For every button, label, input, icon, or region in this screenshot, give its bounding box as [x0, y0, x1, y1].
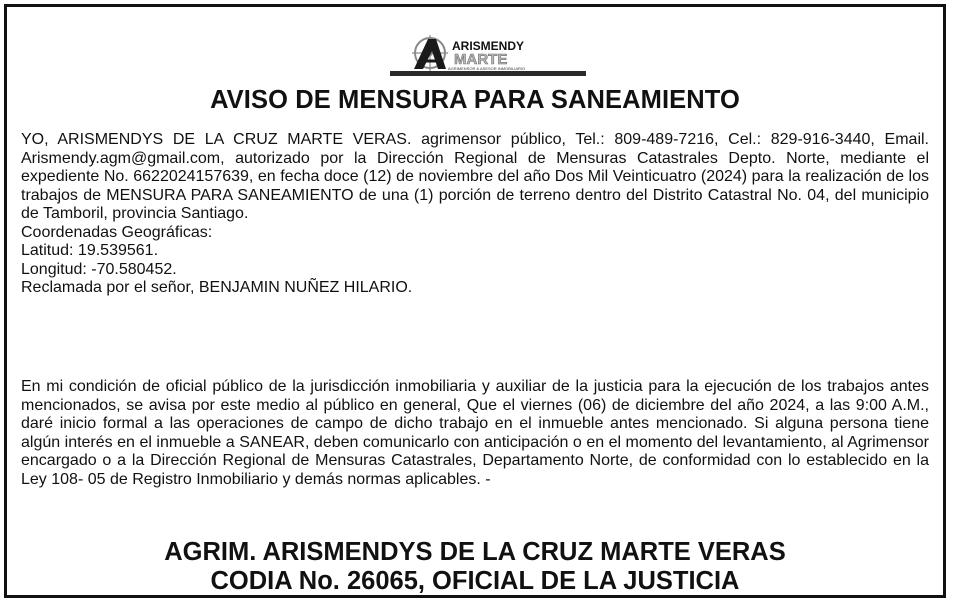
- signature-title: CODIA No. 26065, OFICIAL DE LA JUSTICIA: [210, 567, 740, 595]
- logo-brand-line1: ARISMENDY: [452, 39, 525, 53]
- signature-block: [7, 538, 943, 596]
- notice-body: [21, 131, 929, 298]
- coordinates-label: Coordenadas Geográficas:: [21, 223, 213, 241]
- claimant-line: Reclamada por el señor, BENJAMIN NUÑEZ HILARIO.: [21, 279, 413, 296]
- arismendy-marte-logo: [390, 31, 586, 79]
- notice-paragraph-1: YO, ARISMENDYS DE LA CRUZ MARTE VERAS. agrimensor público, Tel.: 809-489-7216, Cel.: 829-916-3440, Email. Arismendy.agm@gmail.com, autorizado por la Dirección Regional de Mensuras Catastrales Depto. Norte, mediante el expediente No. 6622024157639, en fecha doce (12) de noviembre del año Dos Mil Veinticuatro (2024) para la realización de los trabajos de MENSURA PARA SANEAMIENTO de una (1) porción de terreno dentro del Distrito Catastral No. 04, del municipio de Tamboril, provincia Santiago.: [21, 131, 929, 222]
- signature-name: AGRIM. ARISMENDYS DE LA CRUZ MARTE VERAS: [164, 538, 786, 566]
- longitude-value: Longitud: -70.580452.: [21, 260, 177, 278]
- notice-frame: [4, 4, 946, 598]
- notice-title: AVISO DE MENSURA PARA SANEAMIENTO: [210, 86, 740, 114]
- logo-tagline: AGRIMENSOR & ASESOR INMOBILIARIO: [448, 66, 526, 71]
- logo-brand-line2: MARTE: [454, 51, 508, 68]
- company-logo: [390, 31, 586, 79]
- latitude-value: Latitud: 19.539561.: [21, 242, 159, 259]
- notice-paragraph-2: En mi condición de oficial público de la jurisdicción inmobiliaria y auxiliar de la justicia para la ejecución de los trabajos antes mencionados, se avisa por este medio al público en general, Que el viernes (06) de diciembre del año 2024, a las 9:00 A.M., daré inicio formal a las operaciones de campo de dicho trabajo en el inmueble antes mencionado. Si alguna persona tiene algún interés en el inmueble a SANEAR, deben comunicarlo con anticipación o en el momento del levantamiento, al Agrimensor encargado o a la Dirección Regional de Mensuras Catastrales, Departamento Norte, de conformidad con lo establecido en la Ley 108- 05 de Registro Inmobiliario y demás normas aplicables. -: [21, 378, 929, 488]
